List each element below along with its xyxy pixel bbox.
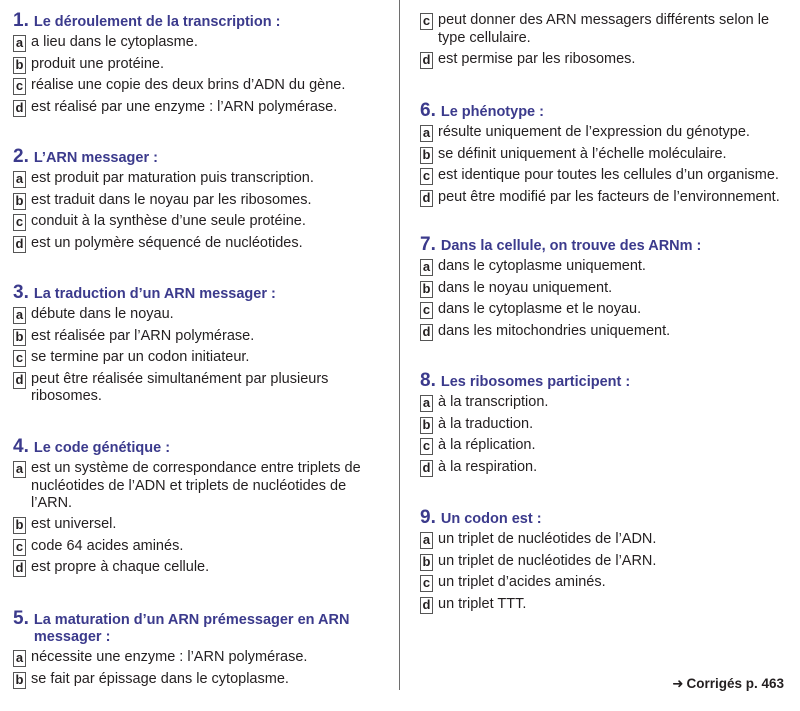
checkbox-d[interactable]: d <box>420 460 433 477</box>
option-c[interactable]: c peut donner des ARN messagers différents selon le type cellulaire. <box>420 12 783 47</box>
question-title: 2. L’ARN messager : <box>13 146 158 167</box>
option-a[interactable]: a nécessite une enzyme : l’ARN polymérase. <box>13 649 354 667</box>
question-title: 5. La maturation d’un ARN prémessager en ARN messager : <box>13 608 350 645</box>
option-a[interactable]: a un triplet de nucléotides de l’ADN. <box>420 531 656 549</box>
checkbox-d[interactable]: d <box>13 372 26 389</box>
option-a[interactable]: a est produit par maturation puis transcription. <box>13 170 314 188</box>
option-d[interactable]: d est réalisé par une enzyme : l’ARN polymérase. <box>13 99 345 117</box>
checkbox-d[interactable]: d <box>420 52 433 69</box>
checkbox-c[interactable]: c <box>13 539 26 556</box>
question-6 <box>420 102 780 210</box>
column-divider <box>399 0 400 690</box>
checkbox-d[interactable]: d <box>420 190 433 207</box>
checkbox-a[interactable]: a <box>13 171 26 188</box>
question-title: 3. La traduction d’un ARN messager : <box>13 282 276 303</box>
checkbox-a[interactable]: a <box>13 307 26 324</box>
option-c[interactable]: c conduit à la synthèse d’une seule protéine. <box>13 213 314 231</box>
checkbox-c[interactable]: c <box>13 78 26 95</box>
checkbox-b[interactable]: b <box>420 281 433 298</box>
option-c[interactable]: c un triplet d’acides aminés. <box>420 574 656 592</box>
option-c[interactable]: c réalise une copie des deux brins d’ADN du gène. <box>13 77 345 95</box>
option-a[interactable]: a résulte uniquement de l’expression du génotype. <box>420 124 780 142</box>
checkbox-c[interactable]: c <box>420 13 433 30</box>
option-d[interactable]: d est un polymère séquencé de nucléotides. <box>13 235 314 253</box>
checkbox-b[interactable]: b <box>13 329 26 346</box>
question-title: 4. Le code génétique : <box>13 436 171 457</box>
option-c[interactable]: c à la réplication. <box>420 437 630 455</box>
option-d[interactable]: d un triplet TTT. <box>420 596 656 614</box>
option-b[interactable]: b est universel. <box>13 516 376 534</box>
checkbox-c[interactable]: c <box>420 302 433 319</box>
question-title: 7. Dans la cellule, on trouve des ARNm : <box>420 234 702 255</box>
question-2 <box>13 148 314 256</box>
question-5-continued <box>420 12 783 72</box>
option-a[interactable]: a à la transcription. <box>420 394 630 412</box>
option-a[interactable]: a a lieu dans le cytoplasme. <box>13 34 345 52</box>
checkbox-a[interactable]: a <box>420 532 433 549</box>
option-d[interactable]: d peut être réalisée simultanément par plusieurs ribosomes. <box>13 371 341 406</box>
option-d[interactable]: d à la respiration. <box>420 459 630 477</box>
checkbox-b[interactable]: b <box>420 417 433 434</box>
option-b[interactable]: b un triplet de nucléotides de l’ARN. <box>420 553 656 571</box>
checkbox-d[interactable]: d <box>13 100 26 117</box>
checkbox-a[interactable]: a <box>420 259 433 276</box>
question-5 <box>13 610 354 692</box>
option-c[interactable]: c est identique pour toutes les cellules d’un organisme. <box>420 167 780 185</box>
answers-link-label: Corrigés p. 463 <box>686 676 784 691</box>
checkbox-a[interactable]: a <box>420 395 433 412</box>
checkbox-a[interactable]: a <box>13 650 26 667</box>
checkbox-b[interactable]: b <box>13 193 26 210</box>
option-d[interactable]: d est propre à chaque cellule. <box>13 559 376 577</box>
option-c[interactable]: c se termine par un codon initiateur. <box>13 349 341 367</box>
checkbox-b[interactable]: b <box>13 517 26 534</box>
option-b[interactable]: b se définit uniquement à l’échelle moléculaire. <box>420 146 780 164</box>
checkbox-c[interactable]: c <box>13 214 26 231</box>
checkbox-a[interactable]: a <box>420 125 433 142</box>
option-d[interactable]: d dans les mitochondries uniquement. <box>420 323 701 341</box>
question-title: 9. Un codon est : <box>420 507 542 528</box>
option-a[interactable]: a dans le cytoplasme uniquement. <box>420 258 701 276</box>
checkbox-b[interactable]: b <box>13 672 26 689</box>
question-3 <box>13 284 341 409</box>
question-9 <box>420 509 656 617</box>
checkbox-d[interactable]: d <box>420 324 433 341</box>
option-c[interactable]: c dans le cytoplasme et le noyau. <box>420 301 701 319</box>
question-title: 6. Le phénotype : <box>420 100 544 121</box>
checkbox-b[interactable]: b <box>13 57 26 74</box>
option-b[interactable]: b se fait par épissage dans le cytoplasme. <box>13 671 354 689</box>
question-title: 8. Les ribosomes participent : <box>420 370 631 391</box>
option-b[interactable]: b dans le noyau uniquement. <box>420 280 701 298</box>
question-title: 1. Le déroulement de la transcription : <box>13 10 281 31</box>
option-d[interactable]: d peut être modifié par les facteurs de l’environnement. <box>420 189 780 207</box>
arrow-right-icon: ➜ <box>672 676 684 691</box>
checkbox-d[interactable]: d <box>420 597 433 614</box>
option-b[interactable]: b est traduit dans le noyau par les ribosomes. <box>13 192 314 210</box>
option-b[interactable]: b est réalisée par l’ARN polymérase. <box>13 328 341 346</box>
checkbox-d[interactable]: d <box>13 560 26 577</box>
checkbox-c[interactable]: c <box>13 350 26 367</box>
checkbox-a[interactable]: a <box>13 461 26 478</box>
option-b[interactable]: b à la traduction. <box>420 416 630 434</box>
checkbox-c[interactable]: c <box>420 438 433 455</box>
question-4 <box>13 438 376 581</box>
option-c[interactable]: c code 64 acides aminés. <box>13 538 376 556</box>
checkbox-b[interactable]: b <box>420 554 433 571</box>
checkbox-c[interactable]: c <box>420 168 433 185</box>
question-8 <box>420 372 630 480</box>
question-7 <box>420 236 701 344</box>
checkbox-a[interactable]: a <box>13 35 26 52</box>
question-1 <box>13 12 345 120</box>
checkbox-c[interactable]: c <box>420 575 433 592</box>
checkbox-d[interactable]: d <box>13 236 26 253</box>
option-a[interactable]: a débute dans le noyau. <box>13 306 341 324</box>
option-b[interactable]: b produit une protéine. <box>13 56 345 74</box>
option-a[interactable]: a est un système de correspondance entre triplets de nucléotides de l’ADN et triplets de nucléotides de l’ARN. <box>13 460 376 513</box>
checkbox-b[interactable]: b <box>420 147 433 164</box>
option-d[interactable]: d est permise par les ribosomes. <box>420 51 783 69</box>
answers-link[interactable] <box>672 676 784 692</box>
